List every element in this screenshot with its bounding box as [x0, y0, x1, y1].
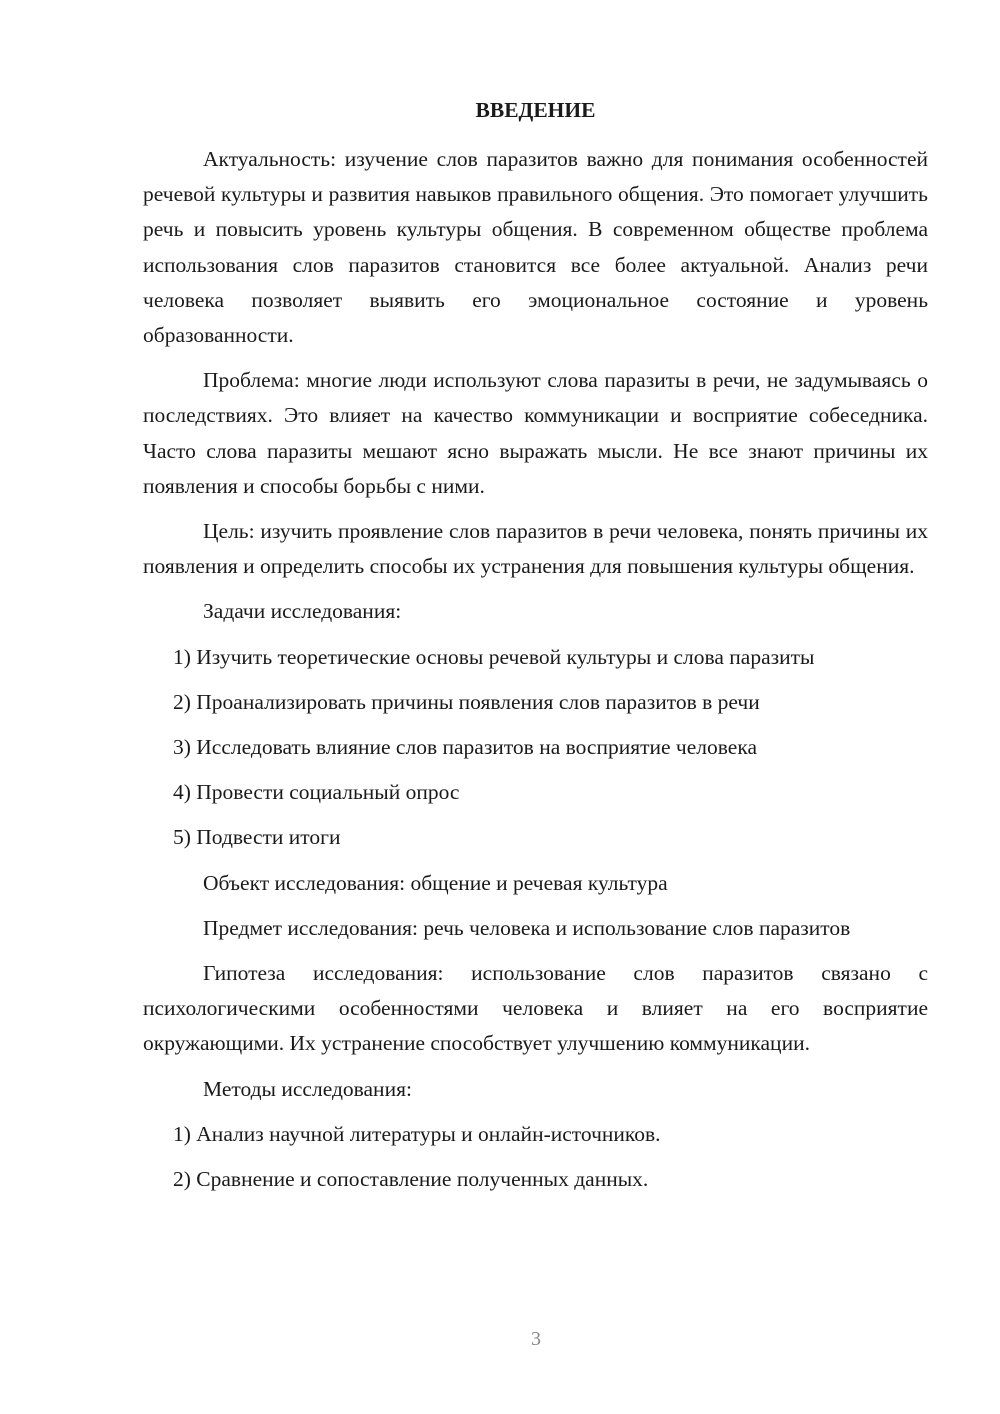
task-item-1: 1) Изучить теоретические основы речевой культуры и слова паразиты — [173, 644, 815, 669]
method-item-1: 1) Анализ научной литературы и онлайн-источников. — [173, 1121, 661, 1146]
task-item-4: 4) Провести социальный опрос — [173, 780, 460, 805]
task-item-5: 5) Подвести итоги — [173, 825, 341, 850]
method-item-2: 2) Сравнение и сопоставление полученных данных. — [173, 1167, 649, 1192]
subject-paragraph: Предмет исследования: речь человека и использование слов паразитов — [203, 915, 851, 940]
task-item-2: 2) Проанализировать причины появления слов паразитов в речи — [173, 689, 760, 714]
hypothesis-paragraph: Гипотеза исследования: использование слов паразитов связано с психологическими особенностями человека и влияет на его восприятие окружающими. Их устранение способствует улучшению коммуникации. — [143, 961, 928, 1056]
page-number: 3 — [531, 1328, 541, 1350]
problem-paragraph: Проблема: многие люди используют слова паразиты в речи, не задумываясь о последствиях. Это влияет на качество коммуникации и восприятие собеседника. Часто слова паразиты мешают ясно выражать мысли. Не все знают причины их появления и способы борьбы с ними. — [143, 368, 928, 498]
task-item-3: 3) Исследовать влияние слов паразитов на восприятие человека — [173, 735, 757, 760]
section-title: ВВЕДЕНИЕ — [475, 98, 596, 122]
object-line: Объект исследования: общение и речевая культура — [203, 870, 668, 895]
tasks-heading: Задачи исследования: — [203, 599, 402, 624]
relevance-paragraph: Актуальность: изучение слов паразитов важно для понимания особенностей речевой культуры и развития навыков правильного общения. Это помогает улучшить речь и повысить уровень культуры общения. В современном обществе проблема использования слов паразитов становится все более актуальной. Анализ речи человека позволяет выявить его эмоциональное состояние и уровень образованности. — [143, 147, 928, 348]
goal-paragraph: Цель: изучить проявление слов паразитов в речи человека, понять причины их появления и определить способы их устранения для повышения культуры общения. — [143, 519, 928, 579]
document-page — [143, 92, 928, 1207]
methods-heading: Методы исследования: — [203, 1076, 412, 1101]
